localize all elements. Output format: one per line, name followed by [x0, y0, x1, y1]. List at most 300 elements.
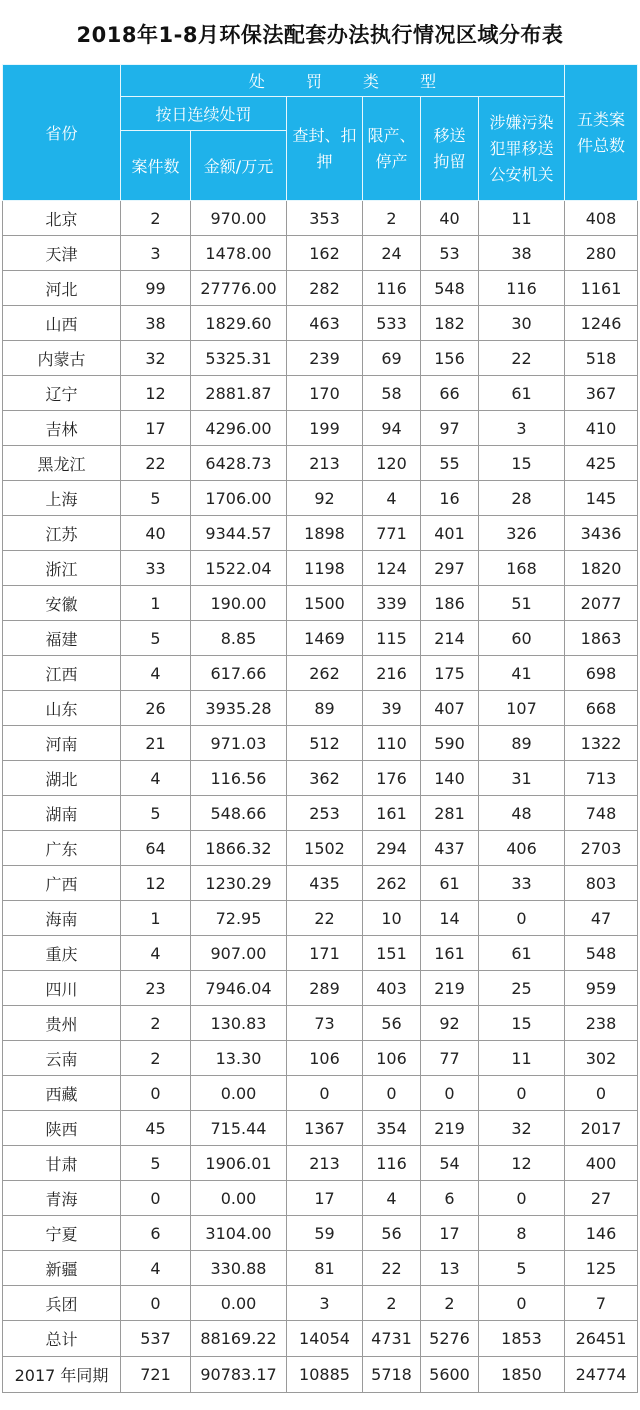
cell-seal: 199	[287, 411, 363, 446]
cell-limit: 4	[363, 481, 421, 516]
cell-province: 2017 年同期	[3, 1357, 121, 1393]
cell-cases: 12	[121, 376, 191, 411]
cell-crime: 0	[479, 1076, 565, 1111]
table-row	[3, 656, 638, 691]
cell-total: 1161	[565, 271, 638, 306]
cell-total: 125	[565, 1251, 638, 1286]
cell-detain: 186	[421, 586, 479, 621]
cell-province: 安徽	[3, 586, 121, 621]
table-row	[3, 306, 638, 341]
cell-cases: 17	[121, 411, 191, 446]
table-header	[3, 65, 638, 201]
cell-cases: 99	[121, 271, 191, 306]
cell-detain: 156	[421, 341, 479, 376]
table-row	[3, 586, 638, 621]
cell-total: 698	[565, 656, 638, 691]
cell-cases: 2	[121, 1006, 191, 1041]
cell-seal: 170	[287, 376, 363, 411]
cell-cases: 4	[121, 761, 191, 796]
cell-cases: 1	[121, 901, 191, 936]
table-row	[3, 971, 638, 1006]
cell-cases: 2	[121, 201, 191, 236]
cell-cases: 2	[121, 1041, 191, 1076]
cell-total: 1820	[565, 551, 638, 586]
enforcement-table	[2, 64, 638, 1393]
cell-amount: 90783.17	[191, 1357, 287, 1393]
table-row	[3, 1111, 638, 1146]
cell-seal: 262	[287, 656, 363, 691]
cell-seal: 3	[287, 1286, 363, 1321]
cell-limit: 22	[363, 1251, 421, 1286]
cell-province: 广西	[3, 866, 121, 901]
cell-crime: 8	[479, 1216, 565, 1251]
cell-seal: 253	[287, 796, 363, 831]
cell-detain: 281	[421, 796, 479, 831]
cell-crime: 11	[479, 1041, 565, 1076]
cell-crime: 3	[479, 411, 565, 446]
cell-seal: 0	[287, 1076, 363, 1111]
cell-amount: 130.83	[191, 1006, 287, 1041]
table-row	[3, 1216, 638, 1251]
cell-crime: 406	[479, 831, 565, 866]
cell-detain: 297	[421, 551, 479, 586]
cell-seal: 17	[287, 1181, 363, 1216]
table-row	[3, 866, 638, 901]
table-row	[3, 411, 638, 446]
cell-limit: 58	[363, 376, 421, 411]
cell-limit: 56	[363, 1006, 421, 1041]
cell-limit: 124	[363, 551, 421, 586]
cell-province: 浙江	[3, 551, 121, 586]
cell-seal: 106	[287, 1041, 363, 1076]
cell-amount: 1522.04	[191, 551, 287, 586]
cell-total: 2703	[565, 831, 638, 866]
cell-limit: 403	[363, 971, 421, 1006]
cell-crime: 116	[479, 271, 565, 306]
table-row	[3, 1181, 638, 1216]
cell-province: 内蒙古	[3, 341, 121, 376]
cell-crime: 32	[479, 1111, 565, 1146]
table-row	[3, 901, 638, 936]
cell-crime: 11	[479, 201, 565, 236]
cell-amount: 7946.04	[191, 971, 287, 1006]
cell-detain: 16	[421, 481, 479, 516]
cell-limit: 2	[363, 201, 421, 236]
cell-province: 宁夏	[3, 1216, 121, 1251]
table-row	[3, 726, 638, 761]
cell-province: 兵团	[3, 1286, 121, 1321]
cell-limit: 4	[363, 1181, 421, 1216]
cell-province: 江西	[3, 656, 121, 691]
header-daily-penalty: 按日连续处罚	[121, 97, 287, 131]
cell-province: 北京	[3, 201, 121, 236]
header-amount: 金额/万元	[191, 131, 287, 201]
cell-seal: 1898	[287, 516, 363, 551]
cell-detain: 548	[421, 271, 479, 306]
cell-limit: 39	[363, 691, 421, 726]
cell-seal: 10885	[287, 1357, 363, 1393]
cell-amount: 1906.01	[191, 1146, 287, 1181]
cell-total: 425	[565, 446, 638, 481]
cell-amount: 1230.29	[191, 866, 287, 901]
cell-amount: 971.03	[191, 726, 287, 761]
cell-amount: 0.00	[191, 1181, 287, 1216]
cell-amount: 72.95	[191, 901, 287, 936]
cell-limit: 2	[363, 1286, 421, 1321]
cell-amount: 116.56	[191, 761, 287, 796]
cell-cases: 1	[121, 586, 191, 621]
table-row	[3, 1041, 638, 1076]
cell-province: 山东	[3, 691, 121, 726]
cell-cases: 5	[121, 481, 191, 516]
cell-crime: 15	[479, 446, 565, 481]
cell-province: 吉林	[3, 411, 121, 446]
cell-limit: 106	[363, 1041, 421, 1076]
cell-crime: 51	[479, 586, 565, 621]
cell-crime: 33	[479, 866, 565, 901]
table-row	[3, 376, 638, 411]
table-row	[3, 1006, 638, 1041]
cell-limit: 116	[363, 271, 421, 306]
cell-amount: 190.00	[191, 586, 287, 621]
cell-cases: 21	[121, 726, 191, 761]
cell-amount: 88169.22	[191, 1321, 287, 1357]
cell-province: 河北	[3, 271, 121, 306]
cell-total: 7	[565, 1286, 638, 1321]
table-row	[3, 271, 638, 306]
header-province: 省份	[3, 65, 121, 201]
cell-province: 山西	[3, 306, 121, 341]
cell-amount: 715.44	[191, 1111, 287, 1146]
cell-detain: 182	[421, 306, 479, 341]
cell-cases: 40	[121, 516, 191, 551]
cell-province: 黑龙江	[3, 446, 121, 481]
cell-province: 云南	[3, 1041, 121, 1076]
header-punishment-type: 处 罚 类 型	[121, 65, 565, 97]
cell-total: 26451	[565, 1321, 638, 1357]
table-row	[3, 1321, 638, 1357]
cell-detain: 219	[421, 971, 479, 1006]
cell-amount: 4296.00	[191, 411, 287, 446]
cell-amount: 6428.73	[191, 446, 287, 481]
cell-province: 四川	[3, 971, 121, 1006]
page-title: 2018年1-8月环保法配套办法执行情况区域分布表	[76, 23, 564, 47]
cell-limit: 771	[363, 516, 421, 551]
cell-crime: 31	[479, 761, 565, 796]
cell-cases: 33	[121, 551, 191, 586]
cell-crime: 28	[479, 481, 565, 516]
cell-amount: 330.88	[191, 1251, 287, 1286]
cell-detain: 140	[421, 761, 479, 796]
cell-detain: 437	[421, 831, 479, 866]
cell-crime: 0	[479, 901, 565, 936]
cell-limit: 5718	[363, 1357, 421, 1393]
cell-detain: 40	[421, 201, 479, 236]
cell-crime: 25	[479, 971, 565, 1006]
cell-cases: 38	[121, 306, 191, 341]
cell-limit: 151	[363, 936, 421, 971]
header-crime-transfer: 涉嫌污染犯罪移送公安机关	[479, 97, 565, 201]
cell-detain: 55	[421, 446, 479, 481]
cell-cases: 0	[121, 1076, 191, 1111]
cell-amount: 617.66	[191, 656, 287, 691]
cell-seal: 1367	[287, 1111, 363, 1146]
cell-cases: 64	[121, 831, 191, 866]
cell-total: 2077	[565, 586, 638, 621]
cell-province: 甘肃	[3, 1146, 121, 1181]
cell-seal: 73	[287, 1006, 363, 1041]
cell-total: 748	[565, 796, 638, 831]
table-row	[3, 201, 638, 236]
table-body	[3, 201, 638, 1393]
cell-total: 2017	[565, 1111, 638, 1146]
cell-amount: 0.00	[191, 1076, 287, 1111]
cell-amount: 548.66	[191, 796, 287, 831]
cell-cases: 4	[121, 936, 191, 971]
cell-seal: 59	[287, 1216, 363, 1251]
cell-seal: 239	[287, 341, 363, 376]
cell-crime: 5	[479, 1251, 565, 1286]
cell-total: 302	[565, 1041, 638, 1076]
cell-amount: 5325.31	[191, 341, 287, 376]
cell-crime: 326	[479, 516, 565, 551]
cell-total: 0	[565, 1076, 638, 1111]
cell-detain: 5276	[421, 1321, 479, 1357]
cell-total: 408	[565, 201, 638, 236]
table-row	[3, 1251, 638, 1286]
cell-cases: 721	[121, 1357, 191, 1393]
cell-province: 海南	[3, 901, 121, 936]
cell-crime: 60	[479, 621, 565, 656]
cell-seal: 289	[287, 971, 363, 1006]
cell-crime: 38	[479, 236, 565, 271]
cell-detain: 66	[421, 376, 479, 411]
cell-total: 518	[565, 341, 638, 376]
cell-crime: 15	[479, 1006, 565, 1041]
cell-detain: 407	[421, 691, 479, 726]
cell-total: 410	[565, 411, 638, 446]
header-case-count: 案件数	[121, 131, 191, 201]
cell-limit: 116	[363, 1146, 421, 1181]
cell-cases: 32	[121, 341, 191, 376]
cell-crime: 12	[479, 1146, 565, 1181]
table-row	[3, 796, 638, 831]
cell-cases: 26	[121, 691, 191, 726]
cell-detain: 219	[421, 1111, 479, 1146]
table-row	[3, 761, 638, 796]
cell-detain: 401	[421, 516, 479, 551]
table-row	[3, 1357, 638, 1393]
table-row	[3, 1286, 638, 1321]
table-row	[3, 621, 638, 656]
cell-cases: 0	[121, 1181, 191, 1216]
cell-limit: 115	[363, 621, 421, 656]
header-seal-seize: 查封、扣押	[287, 97, 363, 201]
table-row	[3, 341, 638, 376]
cell-seal: 213	[287, 1146, 363, 1181]
cell-province: 天津	[3, 236, 121, 271]
cell-amount: 970.00	[191, 201, 287, 236]
cell-cases: 6	[121, 1216, 191, 1251]
cell-total: 145	[565, 481, 638, 516]
cell-total: 1322	[565, 726, 638, 761]
cell-limit: 262	[363, 866, 421, 901]
cell-cases: 4	[121, 1251, 191, 1286]
cell-limit: 24	[363, 236, 421, 271]
cell-crime: 41	[479, 656, 565, 691]
cell-detain: 53	[421, 236, 479, 271]
cell-total: 1246	[565, 306, 638, 341]
cell-cases: 3	[121, 236, 191, 271]
cell-amount: 9344.57	[191, 516, 287, 551]
cell-total: 24774	[565, 1357, 638, 1393]
cell-total: 280	[565, 236, 638, 271]
cell-province: 青海	[3, 1181, 121, 1216]
cell-limit: 110	[363, 726, 421, 761]
cell-detain: 214	[421, 621, 479, 656]
cell-detain: 5600	[421, 1357, 479, 1393]
cell-total: 1863	[565, 621, 638, 656]
cell-province: 福建	[3, 621, 121, 656]
cell-detain: 6	[421, 1181, 479, 1216]
cell-province: 陕西	[3, 1111, 121, 1146]
cell-province: 江苏	[3, 516, 121, 551]
cell-amount: 907.00	[191, 936, 287, 971]
cell-detain: 161	[421, 936, 479, 971]
cell-total: 713	[565, 761, 638, 796]
header-limit-stop: 限产、停产	[363, 97, 421, 201]
cell-seal: 1502	[287, 831, 363, 866]
cell-limit: 354	[363, 1111, 421, 1146]
cell-seal: 1469	[287, 621, 363, 656]
cell-amount: 3935.28	[191, 691, 287, 726]
cell-limit: 0	[363, 1076, 421, 1111]
cell-province: 重庆	[3, 936, 121, 971]
cell-detain: 54	[421, 1146, 479, 1181]
cell-crime: 48	[479, 796, 565, 831]
cell-total: 959	[565, 971, 638, 1006]
cell-detain: 175	[421, 656, 479, 691]
cell-total: 3436	[565, 516, 638, 551]
cell-limit: 56	[363, 1216, 421, 1251]
cell-province: 贵州	[3, 1006, 121, 1041]
cell-limit: 94	[363, 411, 421, 446]
cell-amount: 13.30	[191, 1041, 287, 1076]
table-row	[3, 1076, 638, 1111]
cell-cases: 537	[121, 1321, 191, 1357]
cell-crime: 61	[479, 936, 565, 971]
cell-amount: 1829.60	[191, 306, 287, 341]
header-detain: 移送拘留	[421, 97, 479, 201]
cell-detain: 2	[421, 1286, 479, 1321]
cell-province: 新疆	[3, 1251, 121, 1286]
cell-seal: 171	[287, 936, 363, 971]
cell-crime: 1850	[479, 1357, 565, 1393]
cell-detain: 77	[421, 1041, 479, 1076]
cell-seal: 162	[287, 236, 363, 271]
cell-crime: 89	[479, 726, 565, 761]
cell-province: 广东	[3, 831, 121, 866]
cell-cases: 4	[121, 656, 191, 691]
cell-total: 47	[565, 901, 638, 936]
cell-province: 总计	[3, 1321, 121, 1357]
cell-detain: 590	[421, 726, 479, 761]
header-total-five: 五类案件总数	[565, 65, 638, 201]
cell-cases: 23	[121, 971, 191, 1006]
cell-limit: 4731	[363, 1321, 421, 1357]
cell-detain: 14	[421, 901, 479, 936]
table-row	[3, 551, 638, 586]
table-row	[3, 446, 638, 481]
cell-cases: 5	[121, 1146, 191, 1181]
cell-crime: 0	[479, 1181, 565, 1216]
cell-total: 668	[565, 691, 638, 726]
cell-seal: 353	[287, 201, 363, 236]
cell-limit: 176	[363, 761, 421, 796]
cell-province: 西藏	[3, 1076, 121, 1111]
table-row	[3, 831, 638, 866]
cell-cases: 5	[121, 621, 191, 656]
cell-crime: 0	[479, 1286, 565, 1321]
cell-province: 湖北	[3, 761, 121, 796]
cell-detain: 0	[421, 1076, 479, 1111]
cell-cases: 22	[121, 446, 191, 481]
table-row	[3, 516, 638, 551]
cell-seal: 1198	[287, 551, 363, 586]
table-row	[3, 236, 638, 271]
cell-seal: 463	[287, 306, 363, 341]
table-row	[3, 691, 638, 726]
cell-limit: 10	[363, 901, 421, 936]
cell-seal: 213	[287, 446, 363, 481]
cell-detain: 13	[421, 1251, 479, 1286]
cell-limit: 533	[363, 306, 421, 341]
cell-total: 238	[565, 1006, 638, 1041]
cell-crime: 61	[479, 376, 565, 411]
cell-seal: 282	[287, 271, 363, 306]
cell-limit: 69	[363, 341, 421, 376]
cell-amount: 8.85	[191, 621, 287, 656]
cell-cases: 5	[121, 796, 191, 831]
cell-total: 803	[565, 866, 638, 901]
cell-amount: 27776.00	[191, 271, 287, 306]
cell-total: 400	[565, 1146, 638, 1181]
table-row	[3, 481, 638, 516]
cell-seal: 362	[287, 761, 363, 796]
cell-province: 河南	[3, 726, 121, 761]
cell-amount: 3104.00	[191, 1216, 287, 1251]
table-row	[3, 1146, 638, 1181]
cell-total: 548	[565, 936, 638, 971]
cell-total: 367	[565, 376, 638, 411]
cell-amount: 2881.87	[191, 376, 287, 411]
cell-total: 27	[565, 1181, 638, 1216]
cell-amount: 1706.00	[191, 481, 287, 516]
cell-limit: 294	[363, 831, 421, 866]
cell-amount: 0.00	[191, 1286, 287, 1321]
cell-crime: 30	[479, 306, 565, 341]
cell-amount: 1866.32	[191, 831, 287, 866]
cell-limit: 161	[363, 796, 421, 831]
cell-seal: 81	[287, 1251, 363, 1286]
cell-detain: 97	[421, 411, 479, 446]
cell-limit: 216	[363, 656, 421, 691]
cell-seal: 512	[287, 726, 363, 761]
cell-seal: 92	[287, 481, 363, 516]
cell-seal: 1500	[287, 586, 363, 621]
cell-province: 上海	[3, 481, 121, 516]
cell-crime: 107	[479, 691, 565, 726]
